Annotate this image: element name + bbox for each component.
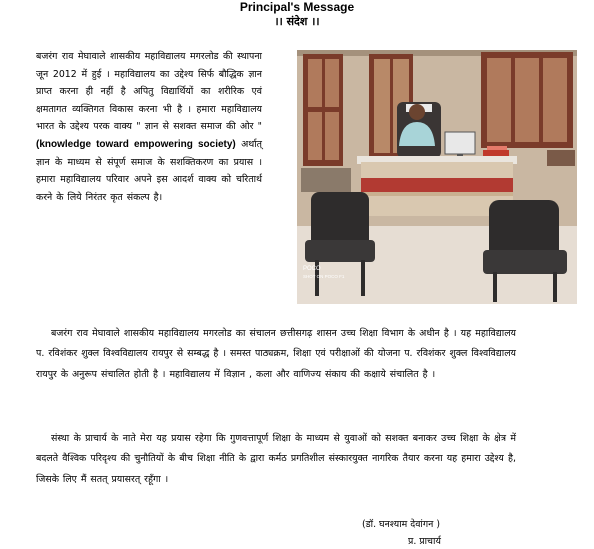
body-paragraph-2: संस्था के प्राचार्य के नाते मेरा यह प्रयास रहेगा कि गुणवत्तापूर्ण शिक्षा के माध्यम से युवाओं को सशक्त बनाकर उच्च शिक्षा के क्षेत्र में बदलते वैश्विक परिदृश्य की चुनौतियों के बीच शिक्षा नीति के द्वारा कर्मठ प्रगतिशील संस्कारयुक्त नागरिक तैयार करना यह हमारा उद्देश्य है, जिसके लिए मैं सतत् प्रयासरत् रहूँगा । [36, 433, 516, 485]
signature-role: प्र. प्राचार्य [408, 536, 441, 547]
watermark-poco: POCO [303, 266, 321, 272]
signature-name: (डॉ. घनश्याम देवांगन ) [362, 519, 440, 530]
body-paragraph-1: बजरंग राव मेघावाले शासकीय महाविद्यालय मगरलोड का संचालन छत्तीसगढ़ शासन उच्च शिक्षा विभाग के अधीन है । यह महाविद्यालय प. रविशंकर शुक्ल विश्वविद्यालय रायपुर से सम्बद्ध है । समस्त पाठ्यक्रम, शिक्षा एवं परीक्षाओं की योजना प. रविशंकर शुक्ल विश्वविद्यालय रायपुर के अनुरूप संचालित होती है । महाविद्यालय में विज्ञान , कला और वाणिज्य संकाय की कक्षाये संचालित है । [36, 328, 516, 380]
intro-english-phrase: (knowledge toward empowering society) [36, 138, 236, 150]
intro-text-before: बजरंग राव मेघावाले शासकीय महाविद्यालय मगरलोड की स्थापना जून 2012 में हुई । महाविद्यालय का उद्देश्य सिर्फ बौद्धिक ज्ञान प्राप्त करना ही नहीं है अपितु विद्यार्थियों का शरीरिक एवं क्षमतागत व्यक्तिगत विकास करना भी है । हमारा महाविद्यालय भारत के उद्देश्य परक वाक्य " ज्ञान से सशक्त समाज की ओर " [36, 51, 262, 133]
principal-photo [297, 50, 577, 304]
intro-text-after: अर्थात् ज्ञान के माध्यम से संपूर्ण समाज के सशक्तिकरण का प्रयास । हमारा महाविद्यालय परिवार अपने इस आदर्श वाक्य को चरितार्थ करने के लिये निरंतर कृत संकल्प है। [36, 138, 262, 203]
watermark-shot-on: SHOT ON POCO F1 [303, 274, 345, 279]
page-subtitle: ।। संदेश ।। [274, 15, 320, 28]
office-scene-illustration [297, 50, 577, 304]
intro-paragraph [36, 48, 262, 206]
page-title: Principal's Message [239, 0, 355, 14]
